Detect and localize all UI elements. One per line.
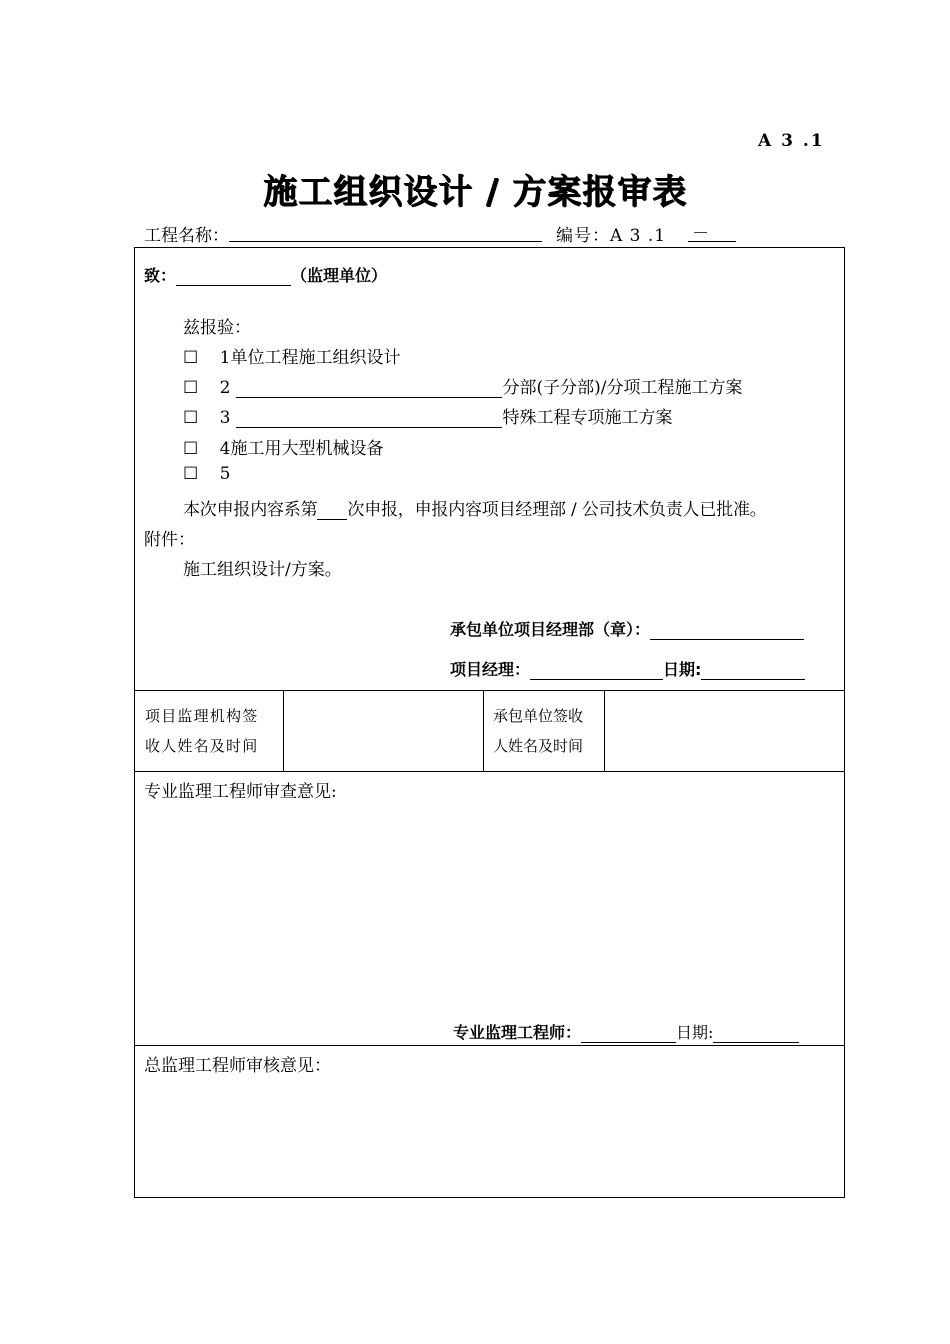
to-label: 致：	[144, 266, 177, 285]
engineer-opinion-label: 专业监理工程师审查意见:	[144, 782, 337, 802]
date-field[interactable]	[701, 661, 805, 680]
pm-label: 项目经理：	[450, 660, 531, 679]
item-number: 2	[219, 378, 231, 398]
divider	[134, 1045, 845, 1046]
chief-opinion-field[interactable]	[140, 1080, 840, 1190]
pm-line	[450, 657, 805, 680]
attachment-label: 附件：	[144, 530, 195, 550]
engineer-label: 专业监理工程师：	[453, 1023, 582, 1042]
form-number	[556, 221, 666, 246]
intro-text: 兹报验：	[183, 318, 251, 338]
divider	[134, 771, 845, 772]
review-date-label: 日期:	[676, 1023, 714, 1042]
supervision-receiver-label: 项目监理机构签 收人姓名及时间	[145, 707, 259, 755]
checkbox-2[interactable]: ☐	[183, 378, 199, 398]
checklist-item	[183, 403, 672, 428]
item-text: 分部(子分部)/分项工程施工方案	[502, 378, 743, 398]
item-number: 3	[219, 408, 231, 428]
engineer-field[interactable]	[581, 1024, 676, 1043]
engineer-sign-line	[453, 1020, 799, 1043]
item-2-field[interactable]	[236, 378, 502, 398]
project-name-label: 工程名称：	[144, 226, 229, 246]
date-label: 日期:	[663, 660, 702, 679]
form-number-value: A 3 .1	[610, 226, 667, 246]
divider	[283, 690, 284, 771]
divider	[483, 690, 484, 771]
divider	[604, 690, 605, 771]
supervision-receiver-field[interactable]	[285, 692, 482, 770]
form-number-label: 编号：	[556, 226, 610, 246]
item-number: 1	[219, 348, 231, 368]
checkbox-5[interactable]: ☐	[183, 464, 199, 484]
item-3-field[interactable]	[236, 408, 502, 428]
contractor-seal-field[interactable]	[650, 621, 804, 640]
contractor-seal-label: 承包单位项目经理部（章）：	[450, 620, 651, 639]
engineer-opinion-field[interactable]	[140, 805, 840, 1005]
form-code: A 3 .1	[758, 131, 825, 151]
checklist-item	[183, 464, 230, 484]
item-number: 4	[219, 439, 231, 459]
supervisor-unit-label: （监理单位）	[291, 266, 388, 285]
attachment-text: 施工组织设计/方案。	[183, 560, 342, 580]
statement-pre: 本次申报内容系第	[183, 500, 318, 520]
checkbox-3[interactable]: ☐	[183, 408, 199, 428]
submission-count-field[interactable]	[317, 501, 347, 520]
item-number: 5	[219, 464, 231, 484]
page-title: 施工组织设计 / 方案报审表	[262, 172, 688, 212]
item-text: 特殊工程专项施工方案	[502, 408, 673, 428]
checklist-item	[183, 343, 400, 368]
item-text: 单位工程施工组织设计	[230, 348, 401, 368]
contractor-seal-line	[450, 617, 804, 640]
review-date-field[interactable]	[713, 1024, 799, 1043]
form-number-field[interactable]	[688, 241, 736, 242]
statement-post: 次申报，申报内容项目经理部 / 公司技术负责人已批准。	[347, 500, 767, 520]
contractor-receiver-field[interactable]	[606, 692, 843, 770]
checkbox-1[interactable]: ☐	[183, 348, 199, 368]
project-name-field[interactable]	[229, 241, 542, 242]
form-number-suffix: －	[692, 224, 709, 244]
pm-field[interactable]	[530, 661, 663, 680]
checklist-item	[183, 373, 742, 398]
item-text: 施工用大型机械设备	[230, 439, 384, 459]
contractor-receiver-label: 承包单位签收 人姓名及时间	[493, 707, 584, 755]
divider	[134, 690, 845, 691]
addressee-line	[144, 263, 387, 286]
supervisor-unit-field[interactable]	[176, 267, 291, 286]
checklist-item	[183, 434, 383, 459]
checkbox-4[interactable]: ☐	[183, 439, 199, 459]
chief-opinion-label: 总监理工程师审核意见：	[144, 1056, 331, 1076]
declaration-text	[183, 495, 767, 520]
